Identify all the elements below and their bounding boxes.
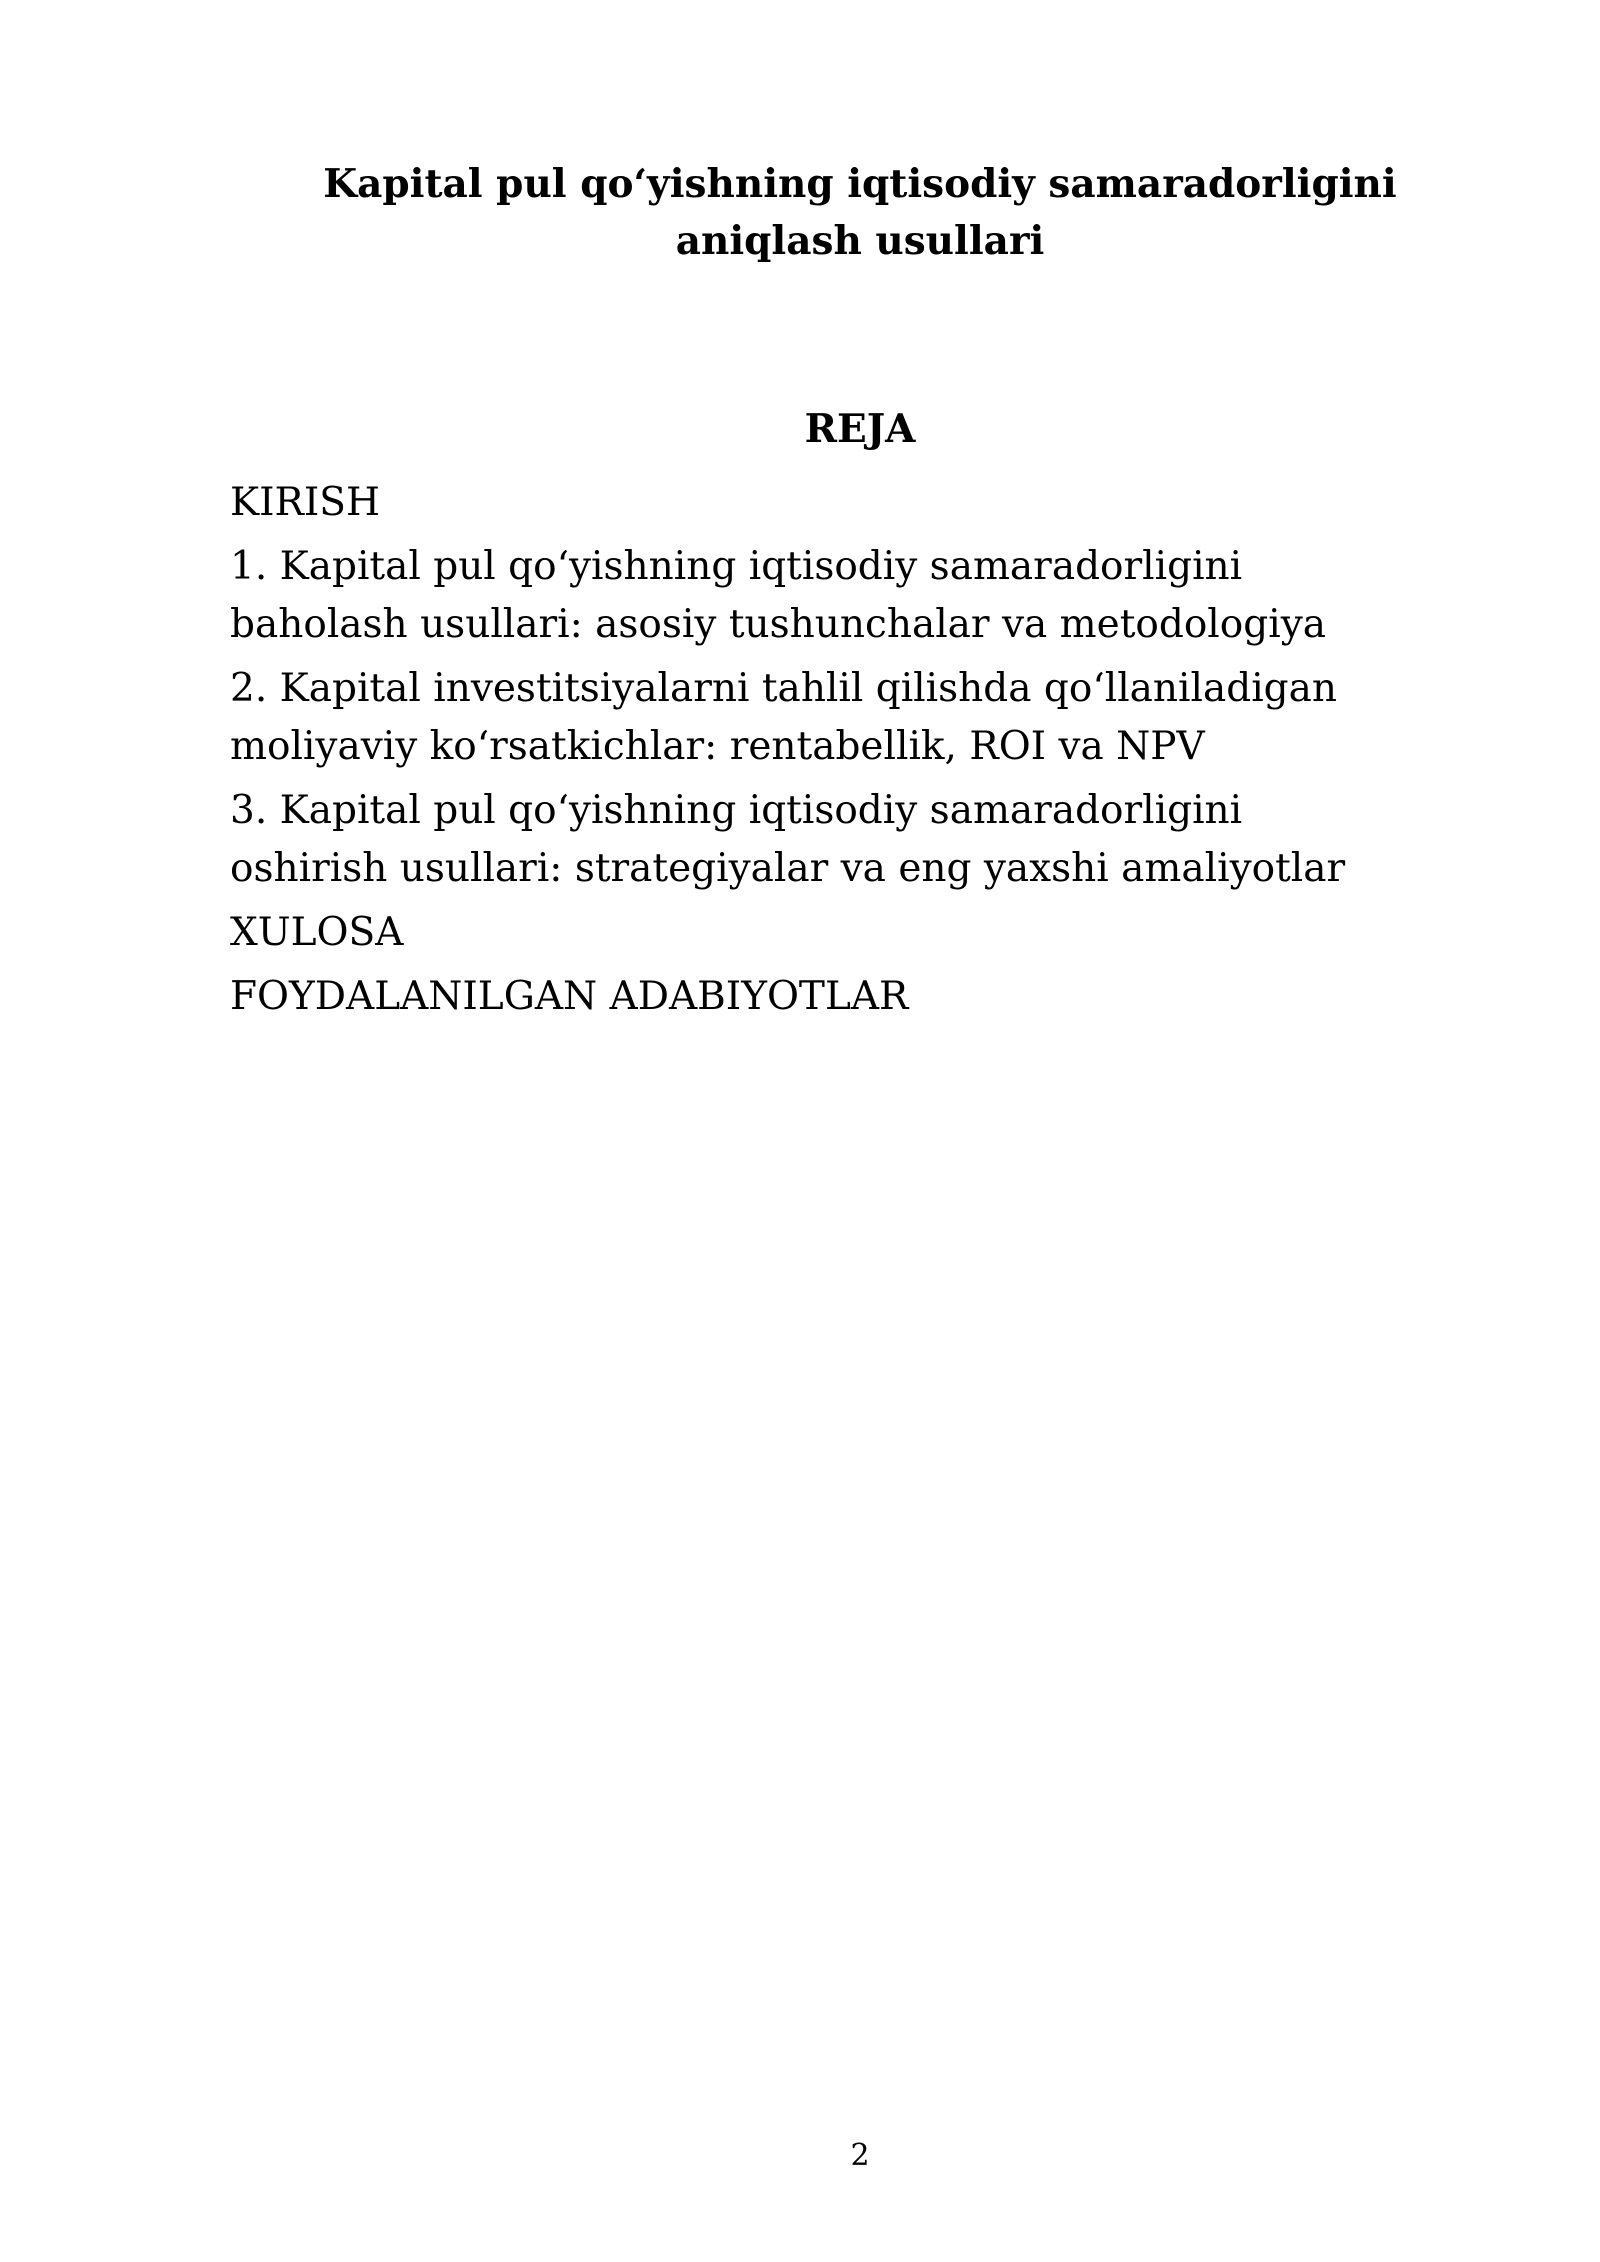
plan-item-introduction: KIRISH [230, 480, 381, 525]
plan-item-section-3: 3. Kapital pul qo‘yishning iqtisodiy samaradorligini oshirish usullari: strategiyalar va eng yaxshi amaliyotlar [230, 788, 1346, 891]
plan-item-conclusion: XULOSA [230, 910, 404, 955]
plan-item-section-2: 2. Kapital investitsiyalarni tahlil qilishda qo‘llaniladigan moliyaviy ko‘rsatkichlar: rentabellik, ROI va NPV [230, 666, 1338, 769]
plan-item-references: FOYDALANILGAN ADABIYOTLAR [230, 974, 909, 1019]
plan-list [230, 474, 1410, 1032]
document-title: Kapital pul qo‘yishning iqtisodiy samaradorligini aniqlash usullari [323, 161, 1397, 264]
plan-item-section-1: 1. Kapital pul qo‘yishning iqtisodiy samaradorligini baholash usullari: asosiy tushunchalar va metodologiya [230, 544, 1326, 647]
plan-heading: REJA [804, 406, 916, 452]
page-number: 2 [850, 2138, 870, 2173]
